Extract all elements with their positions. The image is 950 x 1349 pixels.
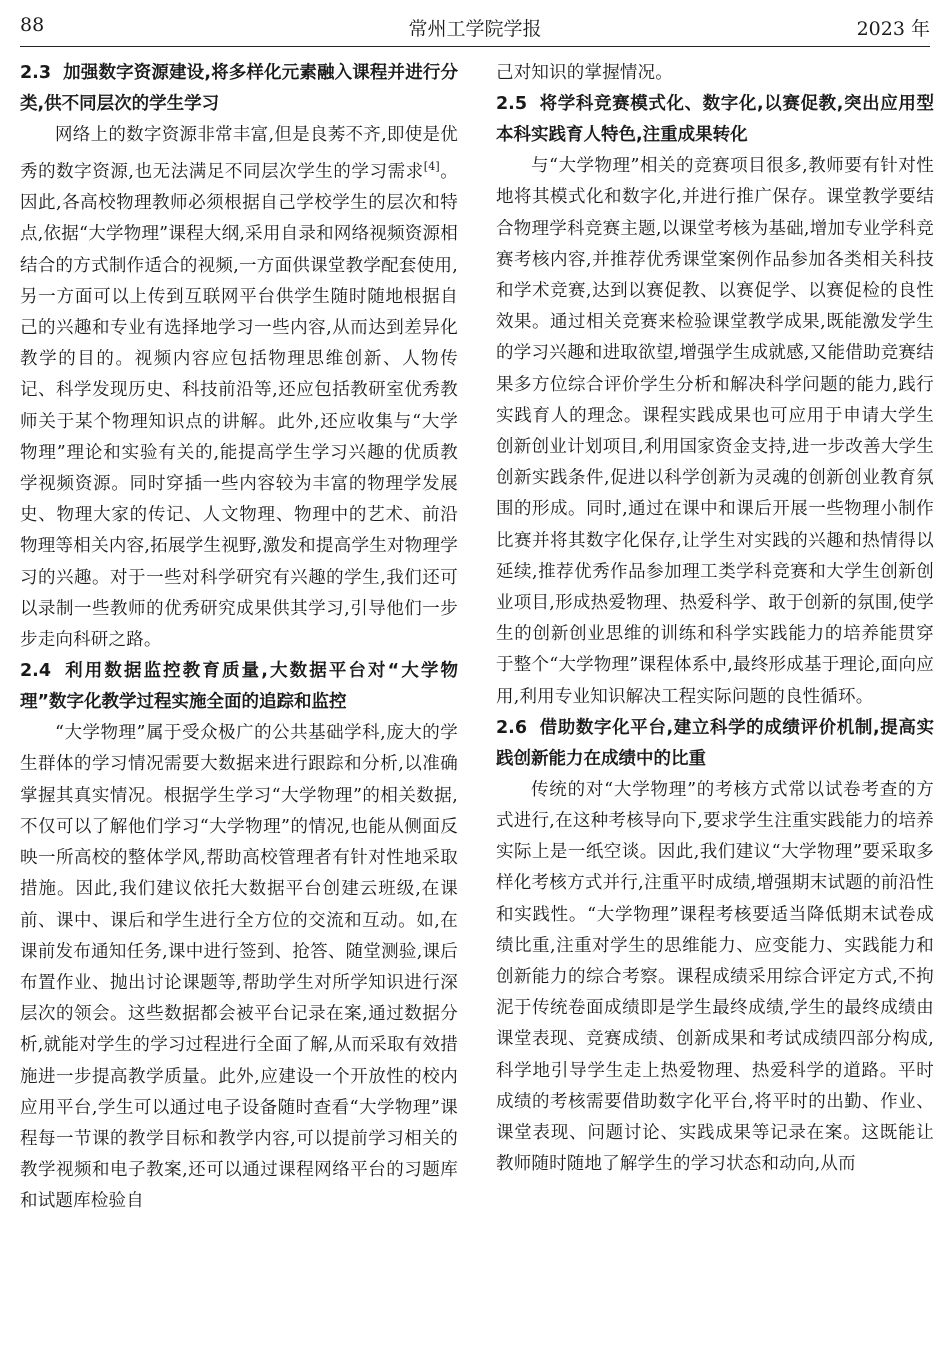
section-2-3-text-a: 网络上的数字资源非常丰富,但是良莠不齐,即使是优秀的数字资源,也无法满足不同层次学生的学习需求 xyxy=(20,125,458,183)
section-2-3-number: 2.3 xyxy=(20,63,52,83)
section-2-3-heading xyxy=(20,58,458,120)
section-2-4-title: 利用数据监控教育质量,大数据平台对“大学物理”数字化教学过程实施全面的追踪和监控 xyxy=(20,661,458,713)
section-2-4-number: 2.4 xyxy=(20,661,52,682)
section-2-6-number: 2.6 xyxy=(496,717,528,738)
journal-year: 2023 年 xyxy=(856,18,930,40)
citation-4: [4] xyxy=(423,160,440,174)
section-2-3-text-b: 。因此,各高校物理教师必须根据自己学校学生的层次和特点,依据“大学物理”课程大纲,采用自录和网络视频资源相结合的方式制作适合的视频,一方面供课堂教学配套使用,另一方面可以上传到互联网平台供学生随时随地根据自己的兴趣和专业有选择地学习一些内容,从而达到差异化教学的目的。视频内容应包括物理思维创新、人物传记、科学发现历史、科技前沿等,还应包括教研室优秀教师关于某个物理知识点的讲解。此外,还应收集与“大学物理”理论和实验有关的,能提高学生学习兴趣的优质教学视频资源。同时穿插一些内容较为丰富的物理学发展史、物理大家的传记、人文物理、物理中的艺术、前沿物理等相关内容,拓展学生视野,激发和提高学生对物理学习的兴趣。对于一些对科学研究有兴趣的学生,我们还可以录制一些教师的优秀研究成果供其学习,引导他们一步步走向科研之路。 xyxy=(20,162,458,651)
section-2-5-title: 将学科竞赛模式化、数字化,以赛促教,突出应用型本科实践育人特色,注重成果转化 xyxy=(496,94,934,146)
section-2-3-paragraph xyxy=(20,120,458,656)
section-2-5-heading xyxy=(496,89,934,151)
section-2-4-paragraph-continued: 己对知识的掌握情况。 xyxy=(496,63,673,83)
page-number: 88 xyxy=(20,14,45,36)
section-2-4-heading xyxy=(20,656,458,718)
section-2-6-title: 借助数字化平台,建立科学的成绩评价机制,提高实践创新能力在成绩中的比重 xyxy=(496,717,934,769)
section-2-3-title: 加强数字资源建设,将多样化元素融入课程并进行分类,供不同层次的学生学习 xyxy=(20,63,458,114)
section-2-6-heading xyxy=(496,713,934,775)
section-2-4-paragraph: “大学物理”属于受众极广的公共基础学科,庞大的学生群体的学习情况需要大数据来进行跟踪和分析,以准确掌握其真实情况。根据学生学习“大学物理”的相关数据,不仅可以了解他们学习“大学物理”的情况,也能从侧面反映一所高校的整体学风,帮助高校管理者有针对性地采取措施。因此,我们建议依托大数据平台创建云班级,在课前、课中、课后和学生进行全方位的交流和互动。如,在课前发布通知任务,课中进行签到、抢答、随堂测验,课后布置作业、抛出讨论课题等,帮助学生对所学知识进行深层次的领会。这些数据都会被平台记录在案,通过数据分析,就能对学生的学习过程进行全面了解,从而采取有效措施进一步提高教学质量。此外,应建设一个开放性的校内应用平台,学生可以通过电子设备随时查看“大学物理”课程每一节课的教学目标和教学内容,可以提前学习相关的教学视频和电子教案,还可以通过课程网络平台的习题库和试题库检验自 xyxy=(20,723,458,1212)
section-2-5-number: 2.5 xyxy=(496,94,528,115)
right-column xyxy=(496,58,934,1181)
journal-title: 常州工学院学报 xyxy=(408,18,542,40)
left-column xyxy=(20,58,458,1218)
section-2-6-paragraph: 传统的对“大学物理”的考核方式常以试卷考查的方式进行,在这种考核导向下,要求学生注重实践能力的培养实际上是一纸空谈。因此,我们建议“大学物理”要采取多样化考核方式并行,注重平时成绩,增强期末试题的前沿性和实践性。“大学物理”课程考核要适当降低期末试卷成绩比重,注重对学生的思维能力、应变能力、实践能力和创新能力的综合考察。课程成绩采用综合评定方式,不拘泥于传统卷面成绩即是学生最终成绩,学生的最终成绩由课堂表现、竞赛成绩、创新成果和考试成绩四部分构成,科学地引导学生走上热爱物理、热爱科学的道路。平时成绩的考核需要借助数字化平台,将平时的出勤、作业、课堂表现、问题讨论、实践成果等记录在案。这既能让教师随时随地了解学生的学习状态和动向,从而 xyxy=(496,779,934,1175)
running-head xyxy=(20,10,930,47)
section-2-5-paragraph: 与“大学物理”相关的竞赛项目很多,教师要有针对性地将其模式化和数字化,并进行推广保存。课堂教学要结合物理学科竞赛主题,以课堂考核为基础,增加专业学科竞赛考核内容,并推荐优秀课堂案例作品参加各类相关科技和学术竞赛,达到以赛促教、以赛促学、以赛促检的良性效果。通过相关竞赛来检验课堂教学成果,既能激发学生的学习兴趣和进取欲望,增强学生成就感,又能借助竞赛结果多方位综合评价学生分析和解决科学问题的能力,践行实践育人的理念。课程实践成果也可应用于申请大学生创新创业计划项目,利用国家资金支持,进一步改善大学生创新实践条件,促进以科学创新为灵魂的创新创业教育氛围的形成。同时,通过在课中和课后开展一些物理小制作比赛并将其数字化保存,让学生对实践的兴趣和热情得以延续,推荐优秀作品参加理工类学科竞赛和大学生创新创业项目,形成热爱物理、热爱科学、敢于创新的氛围,使学生的创新创业思维的训练和科学实践能力的培养能贯穿于整个“大学物理”课程体系中,最终形成基于理论,面向应用,利用专业知识解决工程实际问题的良性循环。 xyxy=(496,156,934,707)
